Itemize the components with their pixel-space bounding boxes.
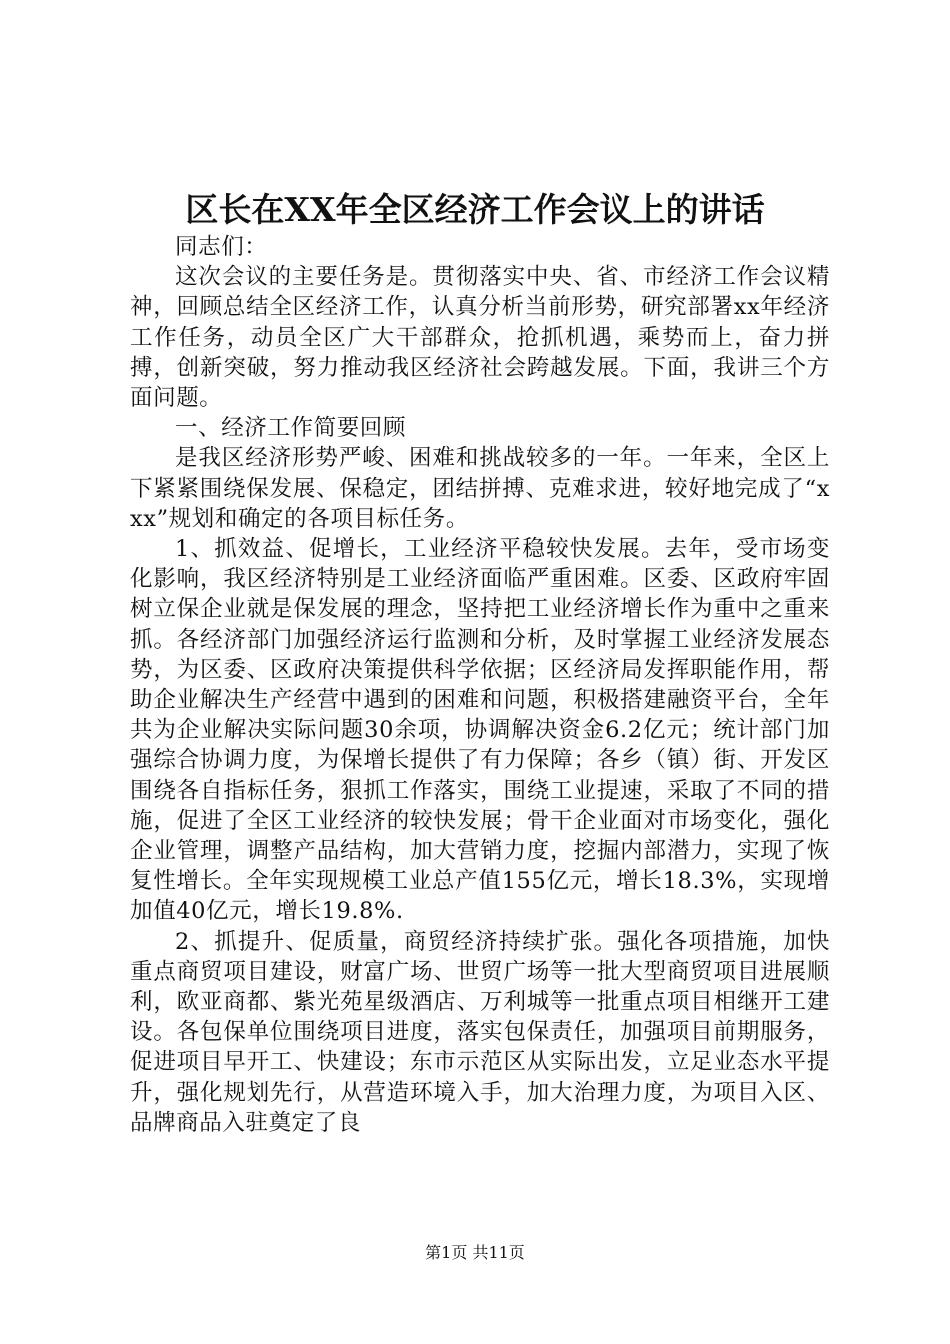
intro-paragraph: 这次会议的主要任务是。贯彻落实中央、省、市经济工作会议精神，回顾总结全区经济工作，认真分析当前形势，研究部署xx年经济工作任务，动员全区广大干部群众，抢抓机遇，乘势而上，奋力拼搏，创新突破，努力推动我区经济社会跨越发展。下面，我讲三个方面问题。 <box>130 264 830 412</box>
salutation-paragraph: 同志们： <box>175 234 268 260</box>
document-title: 区长在XX年全区经济工作会议上的讲话 <box>185 190 765 229</box>
review-paragraph: 是我区经济形势严峻、困难和挑战较多的一年。一年来，全区上下紧紧围绕保发展、保稳定，团结拼搏、克难求进，较好地完成了“xxx”规划和确定的各项目标任务。 <box>130 445 830 532</box>
document-body <box>130 232 830 1138</box>
page-footer: 第1页 共11页 <box>425 1243 525 1262</box>
section-heading: 一、经济工作简要回顾 <box>175 415 407 442</box>
industry-paragraph: 1、抓效益、促增长，工业经济平稳较快发展。去年，受市场变化影响，我区经济特别是工业经济面临严重困难。区委、区政府牢固树立保企业就是保发展的理念，坚持把工业经济增长作为重中之重来抓。各经济部门加强经济运行监测和分析，及时掌握工业经济发展态势，为区委、区政府决策提供科学依据；区经济局发挥职能作用，帮助企业解决生产经营中遇到的困难和问题，积极搭建融资平台，全年共为企业解决实际问题30余项，协调解决资金6.2亿元；统计部门加强综合协调力度，为保增长提供了有力保障；各乡（镇）街、开发区围绕各自指标任务，狠抓工作落实，围绕工业提速，采取了不同的措施，促进了全区工业经济的较快发展；骨干企业面对市场变化，强化企业管理，调整产品结构，加大营销力度，挖掘内部潜力，实现了恢复性增长。全年实现规模工业总产值155亿元，增长18.3%，实现增加值40亿元，增长19.8%. <box>130 536 830 925</box>
commerce-paragraph: 2、抓提升、促质量，商贸经济持续扩张。强化各项措施，加快重点商贸项目建设，财富广场、世贸广场等一批大型商贸项目进展顺利，欧亚商都、紫光苑星级酒店、万利城等一批重点项目相继开工建设。各包保单位围绕项目进度，落实包保责任，加强项目前期服务，促进项目早开工、快建设；东市示范区从实际出发，立足业态水平提升，强化规划先行，从营造环境入手，加大治理力度，为项目入区、品牌商品入驻奠定了良 <box>130 928 830 1136</box>
